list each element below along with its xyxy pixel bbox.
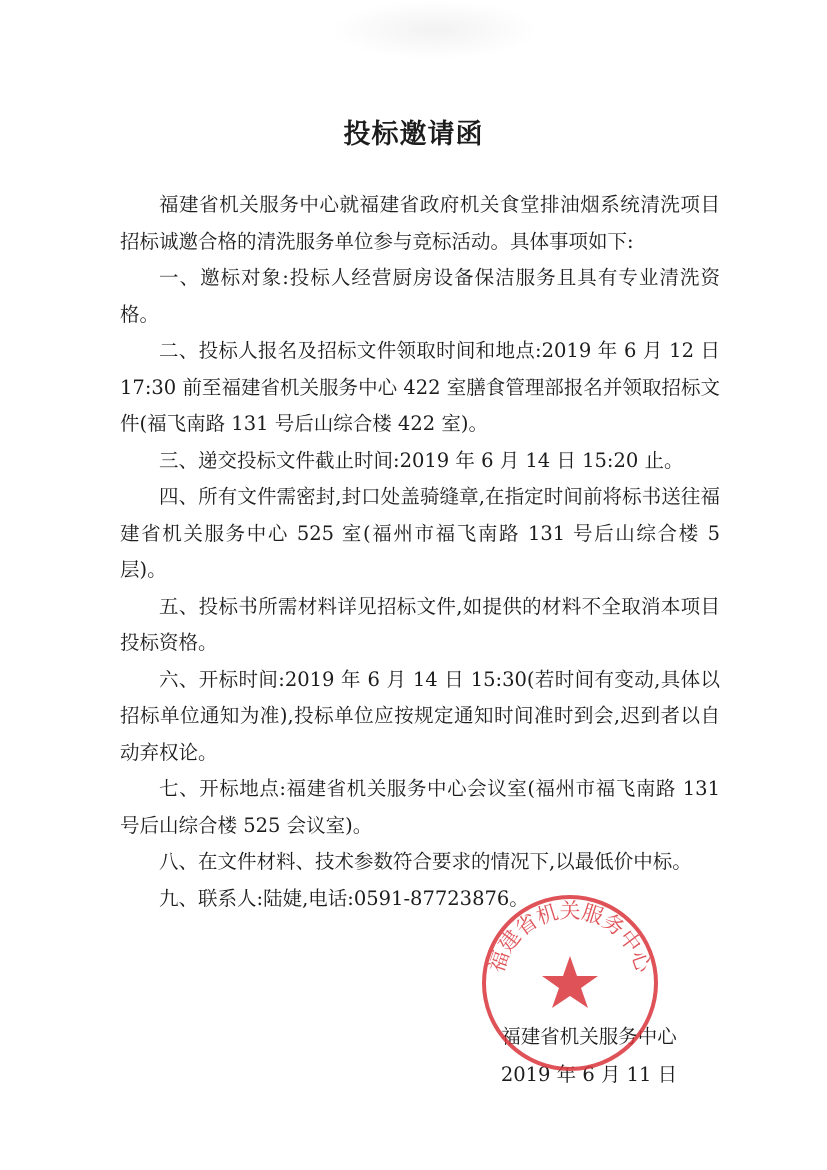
item-1-paragraph: 一、邀标对象:投标人经营厨房设备保洁服务且具有专业清洗资格。 [120,266,720,326]
scan-smudge [330,0,540,60]
document-title: 投标邀请函 [343,119,484,150]
item-9-paragraph: 九、联系人:陆婕,电话:0591-87723876。 [159,886,529,910]
seal-lettering: 福建省机关服务中心 [484,899,656,976]
signature-block [464,1018,714,1094]
item-5-paragraph: 五、投标书所需材料详见招标文件,如提供的材料不全取消本项目投标资格。 [120,594,720,654]
intro-paragraph: 福建省机关服务中心就福建省政府机关食堂排油烟系统清洗项目招标诚邀合格的清洗服务单位参与竞标活动。具体事项如下: [120,193,720,253]
signature-date: 2019 年 6 月 11 日 [500,1063,678,1086]
signature-organization: 福建省机关服务中心 [501,1025,677,1048]
item-6-paragraph: 六、开标时间:2019 年 6 月 14 日 15:30(若时间有变动,具体以招标单位通知为准),投标单位应按规定通知时间准时到会,迟到者以自动弃权论。 [120,667,720,764]
seal-star-icon [542,956,598,1008]
item-8-paragraph: 八、在文件材料、技术参数符合要求的情况下,以最低价中标。 [159,850,692,873]
item-7-paragraph: 七、开标地点:福建省机关服务中心会议室(福州市福飞南路 131 号后山综合楼 525 会议室)。 [120,777,720,837]
item-2-paragraph: 二、投标人报名及招标文件领取时间和地点:2019 年 6 月 12 日 17:30 前至福建省机关服务中心 422 室膳食管理部报名并领取招标文件(福飞南路 131 号后山综合楼 422 室)。 [120,339,720,435]
document-body [120,187,720,917]
item-3-paragraph: 三、递交投标文件截止时间:2019 年 6 月 14 日 15:20 止。 [159,448,684,472]
item-4-paragraph: 四、所有文件需密封,封口处盖骑缝章,在指定时间前将标书送往福建省机关服务中心 525 室(福州市福飞南路 131 号后山综合楼 5 层)。 [120,485,720,581]
